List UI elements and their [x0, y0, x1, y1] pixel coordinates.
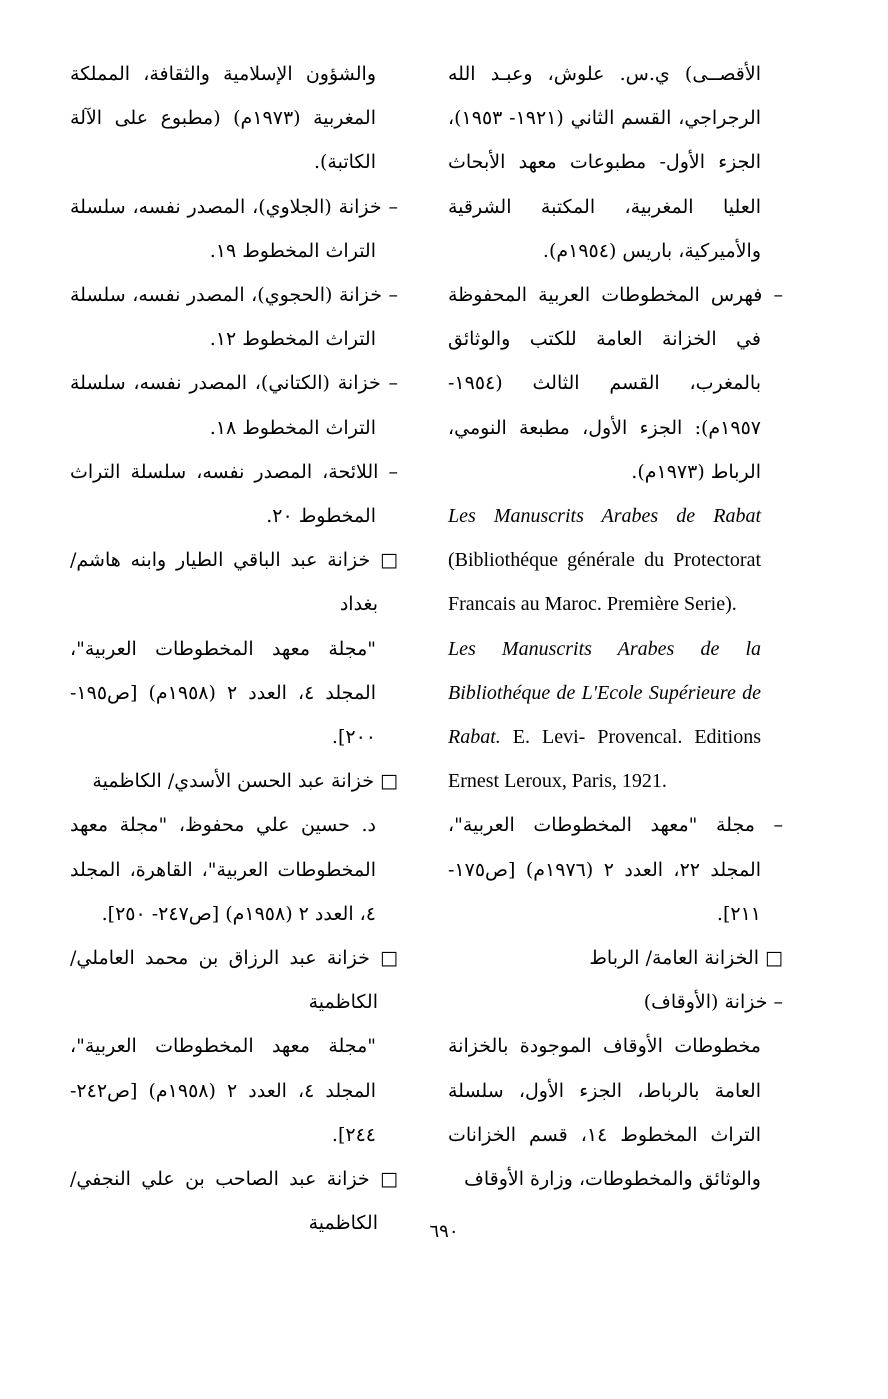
latin-details: E. Levi- Provencal. Editions Ernest Leroux, Paris, 1921. — [448, 726, 761, 793]
reference-entry: د. حسين علي محفوظ، "مجلة معهد المخطوطات العربية"، القاهرة، المجلد ٤، العدد ٢ (١٩٥٨م) [ص٢٤٧- ٢٥٠]. — [70, 814, 376, 925]
reference-entry: الأقصــى) ي.س. علوش، وعبـد الله الرجراجي، القسم الثاني (١٩٢١- ١٩٥٣)، الجزء الأول- مطبوعات معهد الأبحاث العليا المغربية، المكتبة الشرقية والأميركية، باريس (١٩٥٤م). — [448, 63, 761, 262]
reference-entry: – خزانة (الأوقاف) — [643, 991, 783, 1014]
reference-entry: – خزانة (الحجوي)، المصدر نفسه، سلسلة التراث المخطوط ١٢. — [70, 284, 398, 351]
library-heading: □ الخزانة العامة/ الرباط — [589, 947, 783, 970]
right-column — [448, 52, 783, 1201]
latin-details: (Bibliothéque générale du Protectorat Francais au Maroc. Première Serie). — [448, 549, 761, 616]
reference-entry: – مجلة "معهد المخطوطات العربية"، المجلد ٢٢، العدد ٢ (١٩٧٦م) [ص١٧٥- ٢١١]. — [448, 814, 783, 925]
page-number: ٦٩٠ — [429, 1221, 459, 1242]
library-heading: □ خزانة عبد الباقي الطيار وابنه هاشم/ بغداد — [70, 549, 398, 616]
library-heading: □ خزانة عبد الحسن الأسدي/ الكاظمية — [92, 770, 398, 793]
reference-entry: "مجلة معهد المخطوطات العربية"، المجلد ٤، العدد ٢ (١٩٥٨م) [ص٢٤٢- ٢٤٤]. — [70, 1035, 377, 1146]
reference-entry: – خزانة (الكتاني)، المصدر نفسه، سلسلة التراث المخطوط ١٨. — [70, 372, 398, 439]
reference-entry: والشؤون الإسلامية والثقافة، المملكة المغربية (١٩٧٣م) (مطبوع على الآلة الكاتبة). — [70, 63, 376, 174]
reference-entry: "مجلة معهد المخطوطات العربية"، المجلد ٤، العدد ٢ (١٩٥٨م) [ص١٩٥- ٢٠٠]. — [70, 637, 377, 749]
left-column — [70, 52, 398, 1245]
latin-title: Les Manuscrits Arabes de Rabat — [448, 505, 761, 528]
reference-entry: مخطوطات الأوقاف الموجودة بالخزانة العامة بالرباط، الجزء الأول، سلسلة التراث المخطوط ١٤، قسم الخزانات والوثائق والمخطوطات، وزارة الأوقاف — [448, 1035, 761, 1191]
latin-title: Les Manuscrits Arabes de la Bibliothéque de L'Ecole Supérieure de Rabat. — [448, 637, 761, 749]
library-heading: □ خزانة عبد الصاحب بن علي النجفي/ الكاظمية — [70, 1168, 398, 1235]
latin-reference — [448, 494, 783, 627]
library-heading: □ خزانة عبد الرزاق بن محمد العاملي/ الكاظمية — [70, 947, 398, 1014]
reference-entry: – خزانة (الجلاوي)، المصدر نفسه، سلسلة التراث المخطوط ١٩. — [70, 195, 398, 262]
latin-reference — [448, 627, 783, 804]
reference-entry: – اللائحة، المصدر نفسه، سلسلة التراث المخطوط ٢٠. — [70, 460, 398, 528]
reference-entry: – فهرس المخطوطات العربية المحفوظة في الخزانة العامة للكتب والوثائق بالمغرب، القسم الثالث (١٩٥٤- ١٩٥٧م): الجزء الأول، مطبعة النومي، الرباط (١٩٧٣م). — [448, 284, 783, 483]
